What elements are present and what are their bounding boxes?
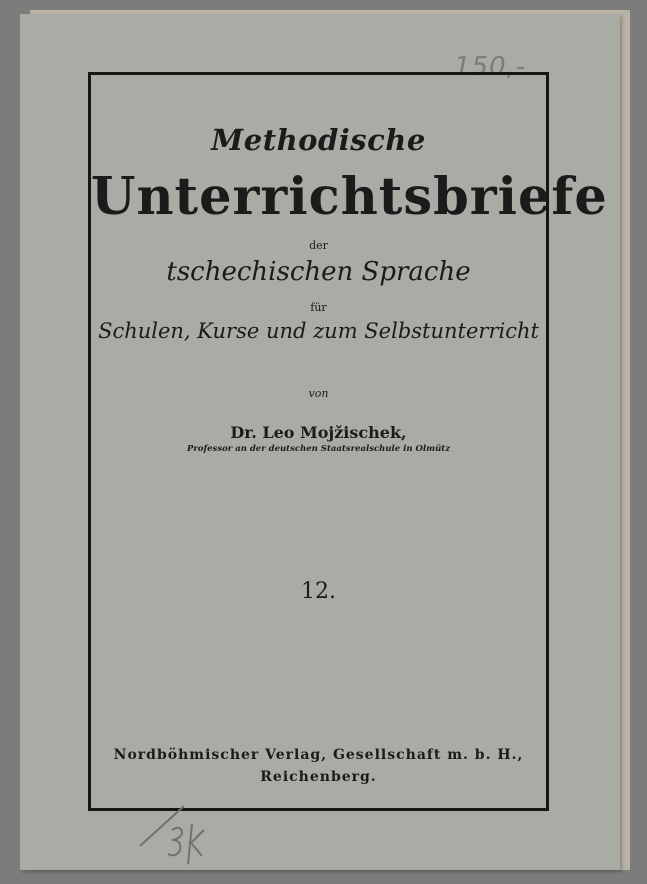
pencil-mark <box>138 784 258 884</box>
author-connector-von: von <box>308 387 329 400</box>
main-title: Unterrichtsbriefe <box>91 167 608 227</box>
title-line-1: Methodische <box>211 123 426 157</box>
publisher-city: Reichenberg. <box>260 769 377 785</box>
title-connector-der: der <box>309 239 328 252</box>
author-name: Dr. Leo Mojžischek, <box>230 423 407 442</box>
volume-number: 12. <box>301 579 336 604</box>
cover-frame <box>88 72 608 811</box>
subtitle-language: tschechischen Sprache <box>166 257 471 287</box>
pencil-price-note: 150,- <box>454 52 527 82</box>
title-connector-fuer: für <box>310 301 327 314</box>
subtitle-audience: Schulen, Kurse und zum Selbstunterricht <box>98 319 539 343</box>
book-cover <box>20 14 620 870</box>
publisher-name: Nordböhmischer Verlag, Gesellschaft m. b. H., <box>113 747 524 763</box>
author-title: Professor an der deutschen Staatsrealschule in Olmütz <box>186 444 451 454</box>
